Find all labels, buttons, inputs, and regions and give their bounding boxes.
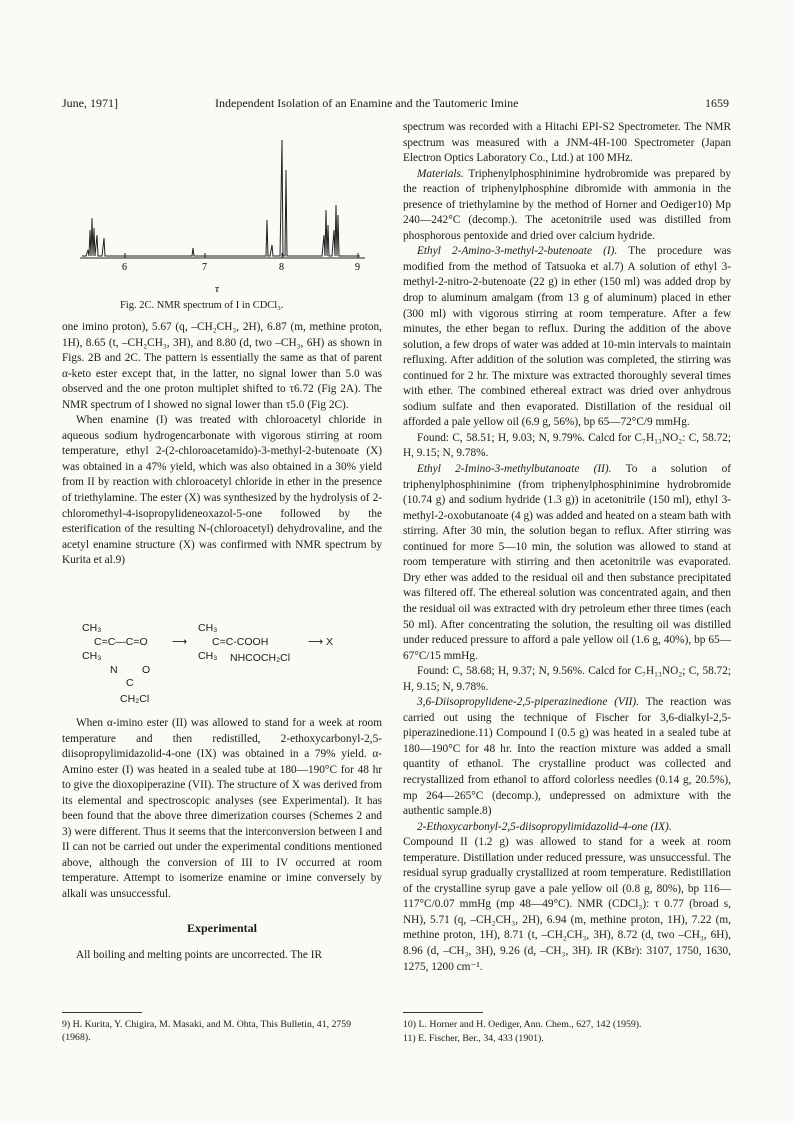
right-para-2 — [403, 167, 731, 245]
reaction-scheme — [80, 620, 400, 710]
page-number: 1659 — [705, 96, 729, 110]
materials-text: Triphenylphosphinimine hydrobromide was prepared by the reaction of triphenylphosphine dibromide with ammonia in the presence of triethylamine by the method of Horner and Oediger10) Mp 240—242°C (decomp.). The acetonitrile used was distilled from phosphorous pentoxide and dried over calcium hydride. — [403, 167, 731, 242]
compound-ix-heading: 2-Ethoxycarbonyl-2,5-diisopropylimidazolid-4-one (IX). — [417, 820, 672, 833]
right-para-7 — [403, 695, 731, 819]
left-para-1: one imino proton), 5.67 (q, –CH₂CH₃, 2H), 6.87 (m, methine proton, 1H), 8.65 (t, –CH₂CH₃, 3H), and 8.80 (d, two –CH₃, 6H) as shown in Figs. 2B and 2C. The pattern is essentially the same as that of parent α-keto ester except that, in the latter, no signal lower than 5.0 was observed and the one proton multiplet shifted to τ6.72 (Fig 2A). The NMR spectrum of I showed no signal lower than τ5.0 (Fig 2C). — [62, 321, 382, 411]
scheme-a-ch3-top: CH₃ — [82, 622, 102, 634]
footnote-9: 9) H. Kurita, Y. Chigira, M. Masaki, and M. Ohta, This Bulletin, 41, 2759 (1968). — [62, 1019, 352, 1043]
tick-label-7: 7 — [202, 262, 207, 273]
right-para-6: Found: C, 58.68; H, 9.37; N, 9.56%. Calcd for C₇H₁₃NO₂; C, 58.72; H, 9.15; N, 9.78%. — [403, 665, 731, 693]
compound-vii-text: The reaction was carried out using the technique of Fischer for 3,6-dialkyl-2,5-piperazinedione.11) Compound I (0.5 g) was heated in a sealed tube at 180—190°C for 48 hr. Into the reaction mixture was added a small quantity of ethanol. The crystalline product was collected and recrystallized from ethanol to afford colorless needles (0.14 g, 20.5%), mp 264—265°C (decomp.), undepressed on admixture with the authentic sample.8) — [403, 696, 731, 818]
tick-label-6: 6 — [122, 262, 127, 273]
compound-ii-text: To a solution of triphenylphosphinimine (from triphenylphosphinimine hydrobromide (10.74 g) and sodium hydride (1.3 g)) in acetonitrile (150 ml), ethyl 3-methyl-2-oxobutanoate (4 g) was added and heated on a steam bath with stirring. After 30 min, the solution began to reflux. After stirring was continued for more 5—10 min, the solution was allowed to stand at room temperature with stirring and then acetonitrile was evaporated. Dry ether was added to the residual oil and then substance precipitated was filtered off. The ethereal solution was concentrated again, and then the residual oil was extracted with dry petroleum ether three times (each 50 ml). After concentrating the solution, the resulting oil was distilled under reduced pressure to afford a pale yellow oil (1.6 g, 40%), bp 65—67°C/15 mmHg. — [403, 463, 731, 662]
right-para-5 — [403, 462, 731, 664]
scheme-a-o: O — [142, 664, 151, 676]
footnote-rule-left — [62, 1012, 142, 1013]
right-para-1: spectrum was recorded with a Hitachi EPI-S2 Spectrometer. The NMR spectrum was measured with a JNM-4H-100 Spectrometer (Japan Electron Optics Laboratory Co., Ltd.) at 100 MHz. — [403, 121, 731, 165]
left-para-4: All boiling and melting points are uncorrected. The IR — [76, 949, 323, 962]
scheme-a-ch2cl: CH₂Cl — [120, 693, 150, 705]
section-heading-experimental: Experimental — [187, 920, 257, 935]
compound-ii-heading: Ethyl 2-Imino-3-methylbutanoate (II). — [417, 463, 612, 476]
scheme-a-c: C — [126, 677, 134, 689]
right-column — [403, 120, 731, 975]
scheme-a-n: N — [110, 664, 118, 676]
running-header-date: June, 1971] — [62, 96, 118, 110]
axis-label-tau: τ — [215, 283, 219, 295]
scheme-b-nhcoch2cl: NHCOCH₂Cl — [230, 652, 291, 664]
right-para-4: Found: C, 58.51; H, 9.03; N, 9.79%. Calcd for C₇H₁₃NO₂: C, 58.72; H, 9.15; N, 9.78%. — [403, 431, 731, 460]
scheme-a-backbone: C=C—C=O — [94, 636, 148, 648]
scheme-arrow-2: ⟶ X — [308, 636, 333, 648]
left-para-2: When enamine (I) was treated with chloroacetyl chloride in aqueous sodium hydrogencarbonate with vigorous stirring at room temperature, ethyl 2-(2-chloroacetamido)-3-methyl-2-butenoate (X) was obtained in a 47% yield, which was also obtained in a 30% yield from II by reaction with chloroacetyl chloride in ether in the presence of triethylamine. The ester (X) was synthesized by the hydrolysis of 2-chloromethyl-4-isopropylideneoxazol-5-one followed by the esterification of the resulting N-(chloroacetyl) dehydrovaline, and the acetyl enamine structure (X) was confirmed with NMR spectrum by Kurita et al.9) — [62, 414, 382, 567]
figure-caption: Fig. 2C. NMR spectrum of I in CDCl₃. — [120, 300, 284, 311]
compound-vii-heading: 3,6-Diisopropylidene-2,5-piperazinedione (VII). — [417, 696, 640, 709]
nmr-spectrum-figure — [80, 110, 380, 300]
scheme-b-backbone: C=C-COOH — [212, 636, 269, 648]
scheme-b-ch3-bottom: CH₃ — [198, 650, 218, 662]
right-para-3 — [403, 244, 731, 431]
tick-label-9: 9 — [355, 262, 360, 273]
scheme-b-ch3-top: CH₃ — [198, 622, 218, 634]
left-para-3: When α-imino ester (II) was allowed to stand for a week at room temperature and then redistilled, 2-ethoxycarbonyl-2,5-diisopropylimidazolid-4-one (IX) was obtained in a 79% yield. α-Amino ester (I) was heated in a sealed tube at 180—190°C for 48 hr to give the dioxopiperazine (VII). The structure of X was derived from its elemental and spectroscopic analyses (see Experimental). It has been found that the above three dimerization courses (Schemes 2 and 3) were different. Thus it seems that the interconversion between I and II can not be carried out under the experimental conditions mentioned above, although the conversion of III to IV occurred at room temperature. Attempt to isomerize enamine or imine conversely by alkali was unsuccessful. — [62, 717, 382, 901]
running-header-title: Independent Isolation of an Enamine and the Tautomeric Imine — [215, 96, 519, 110]
right-para-8: Compound II (1.2 g) was allowed to stand for a week at room temperature. Distillation under reduced pressure, was unsuccessful. The residual syrup gradually crystallized at room temperature. Redistillation of the crystalline syrup gave a pale yellow oil (0.8 g, 80%), bp 116—117°C/0.07 mmHg (mp 48—49°C). NMR (CDCl₃): τ 0.77 (broad s, NH), 5.71 (q, –CH₂CH₃, 2H), 6.94 (m, methine proton, 1H), 7.22 (m, methine proton, 1H), 8.71 (t, –CH₂CH₃, 3H), 8.72 (d, two –CH₃, 6H), 8.96 (d, –CH₃, 3H), 9.26 (d, –CH₃, 3H). IR (KBr): 3107, 1750, 1630, 1275, 1200 cm⁻¹. — [403, 836, 731, 973]
tick-label-8: 8 — [279, 262, 284, 273]
compound-i-text: The procedure was modified from the method of Tatsuoka et al.7) A solution of ethyl 3-methyl-2-nitro-2-butenoate (22 g) in ether (150 ml) was added drop by drop to aluminum amalgam (from 13 g of aluminum) placed in ether (300 ml) with vigorous stirring at room temperature. After a few minutes, the ether began to reflux. During the addition of the above solution, a few drops of water was added at 10-min intervals to maintain refluxing. After addition of the solution was completed, the stirring was continued for 2 hr. The mixture was extracted thoroughly several times with ether. The combined ethereal extract was dried over anhydrous sodium sulfate and then evaporated. Distillation of the residual oil afforded a pale yellow oil (6.9 g, 56%), bp 65—72°C/9 mmHg. — [403, 245, 731, 429]
left-column-lower — [62, 716, 382, 964]
scheme-arrow-1: ⟶ — [172, 636, 188, 648]
footnote-11: 11) E. Fischer, Ber., 34, 433 (1901). — [403, 1033, 544, 1044]
nmr-trace — [82, 140, 360, 256]
right-para-8-heading — [403, 820, 731, 836]
materials-heading: Materials. — [417, 167, 464, 180]
footnote-10: 10) L. Horner and H. Oediger, Ann. Chem., 627, 142 (1959). — [403, 1019, 642, 1030]
left-column — [62, 320, 382, 569]
compound-i-heading: Ethyl 2-Amino-3-methyl-2-butenoate (I). — [417, 245, 618, 258]
scheme-a-ch3-bottom: CH₃ — [82, 650, 102, 662]
footnote-rule-right — [403, 1012, 483, 1013]
